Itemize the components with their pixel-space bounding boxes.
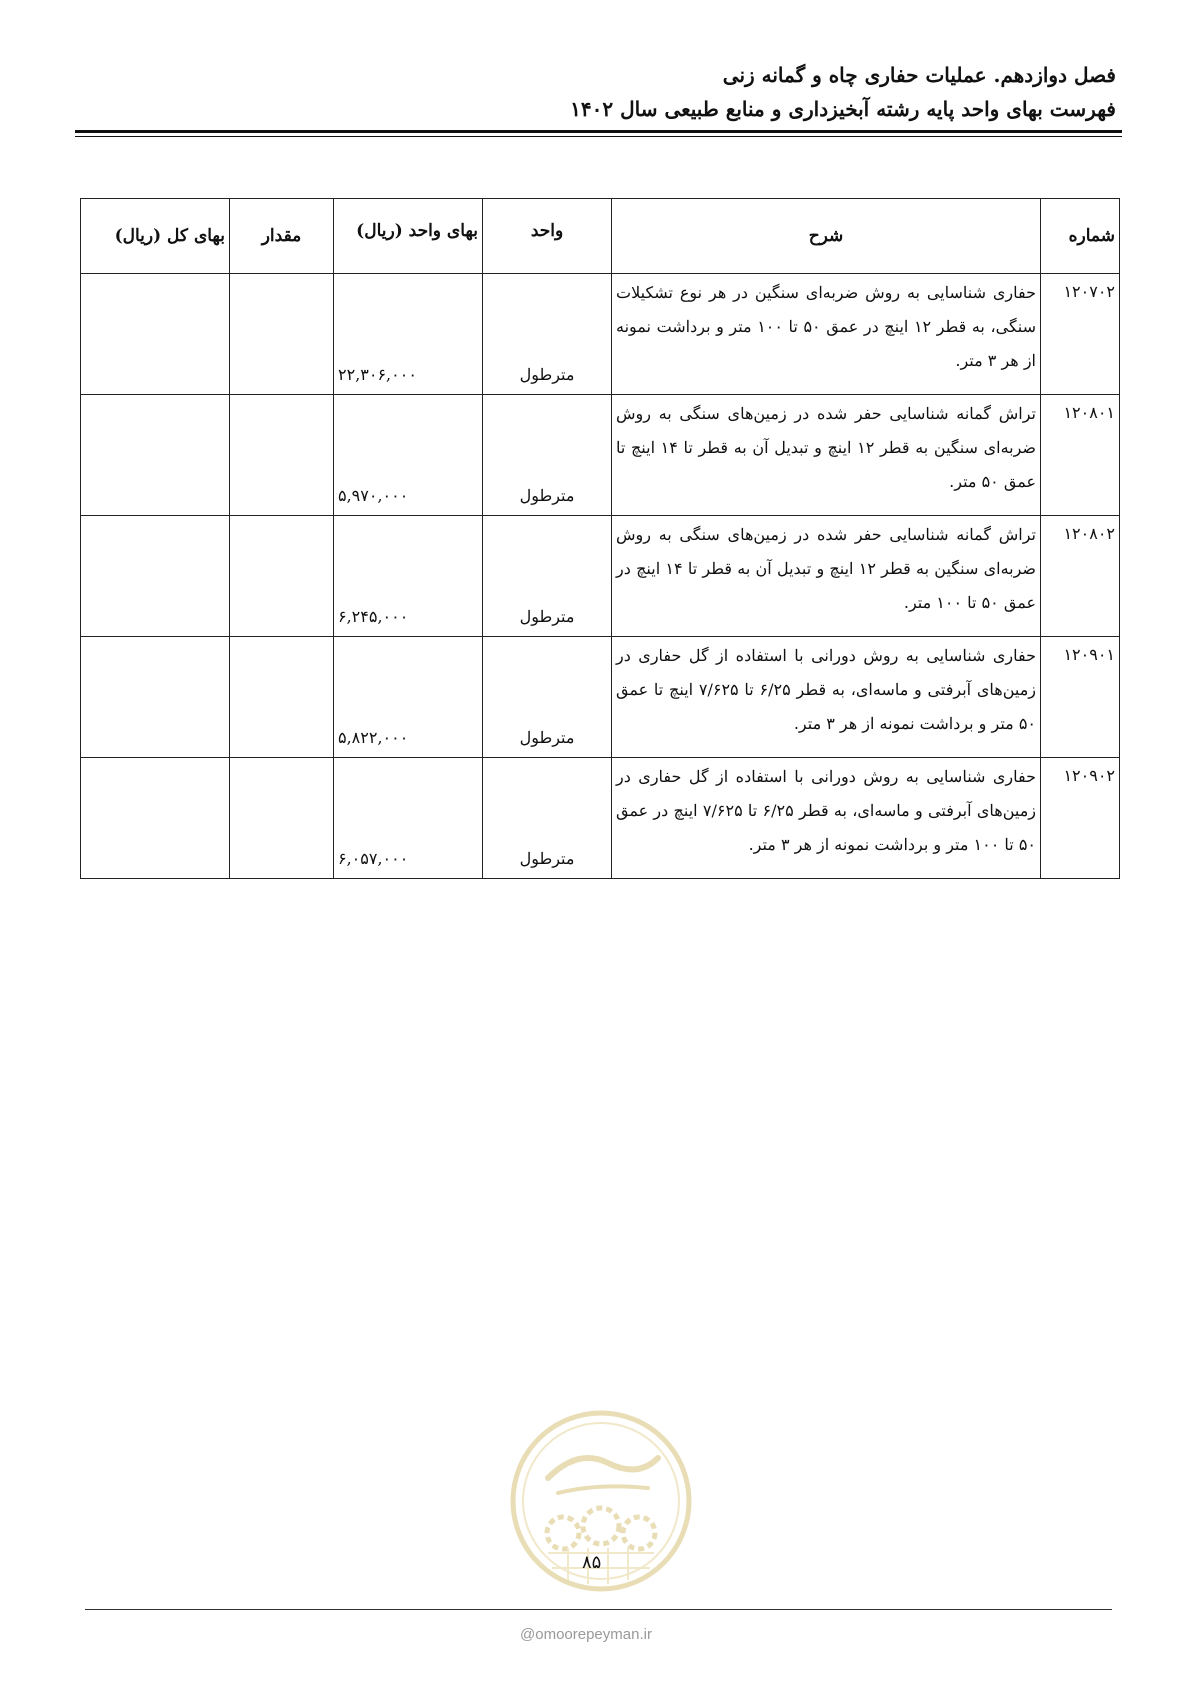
table-row xyxy=(81,516,1120,637)
row-number: ۱۲۰۷۰۲ xyxy=(1041,274,1120,395)
row-description: حفاری شناسایی به روش ضربه‌ای سنگین در هر نوع تشکیلات سنگی، به قطر ۱۲ اینچ در عمق ۵۰ تا ۱۰۰ متر و برداشت نمونه از هر ۳ متر. xyxy=(612,274,1041,395)
footer-rule xyxy=(85,1609,1112,1610)
row-total-price xyxy=(81,637,230,758)
row-unit-price: ۶,۲۴۵,۰۰۰ xyxy=(334,516,483,637)
row-description: تراش گمانه شناسایی حفر شده در زمین‌های سنگی به روش ضربه‌ای سنگین به قطر ۱۲ اینچ و تبدیل آن به قطر تا ۱۴ اینچ تا عمق ۵۰ متر. xyxy=(612,395,1041,516)
table-row xyxy=(81,758,1120,879)
row-number: ۱۲۰۹۰۲ xyxy=(1041,758,1120,879)
row-quantity xyxy=(230,395,334,516)
row-number: ۱۲۰۸۰۱ xyxy=(1041,395,1120,516)
table-header-row xyxy=(81,199,1120,274)
row-unit: مترطول xyxy=(483,758,612,879)
header-description: شرح xyxy=(612,199,1041,274)
row-unit: مترطول xyxy=(483,274,612,395)
row-unit-price: ۵,۹۷۰,۰۰۰ xyxy=(334,395,483,516)
row-quantity xyxy=(230,274,334,395)
header-total-price: بهای کل (ریال) xyxy=(81,199,230,274)
price-list-table xyxy=(80,198,1120,879)
row-unit: مترطول xyxy=(483,637,612,758)
row-unit: مترطول xyxy=(483,395,612,516)
table-row xyxy=(81,395,1120,516)
row-total-price xyxy=(81,516,230,637)
row-unit: مترطول xyxy=(483,516,612,637)
row-description: تراش گمانه شناسایی حفر شده در زمین‌های سنگی به روش ضربه‌ای سنگین به قطر ۱۲ اینچ و تبدیل آن به قطر تا ۱۴ اینچ در عمق ۵۰ تا ۱۰۰ متر. xyxy=(612,516,1041,637)
header-number: شماره xyxy=(1041,199,1120,274)
row-total-price xyxy=(81,758,230,879)
table-row xyxy=(81,637,1120,758)
table-row xyxy=(81,274,1120,395)
row-unit-price: ۶,۰۵۷,۰۰۰ xyxy=(334,758,483,879)
row-quantity xyxy=(230,516,334,637)
header-unit-price: بهای واحد (ریال) xyxy=(334,199,483,274)
page-header xyxy=(66,58,1116,126)
document-title: فهرست بهای واحد پایه رشته آبخیزداری و منابع طبیعی سال ۱۴۰۲ xyxy=(570,97,1116,121)
row-number: ۱۲۰۹۰۱ xyxy=(1041,637,1120,758)
header-quantity: مقدار xyxy=(230,199,334,274)
row-unit-price: ۲۲,۳۰۶,۰۰۰ xyxy=(334,274,483,395)
chapter-title: فصل دوازدهم. عملیات حفاری چاه و گمانه زنی xyxy=(722,63,1116,87)
row-description: حفاری شناسایی به روش دورانی با استفاده از گل حفاری در زمین‌های آبرفتی و ماسه‌ای، به قطر ۶/۲۵ تا ۷/۶۲۵ اینچ در عمق ۵۰ تا ۱۰۰ متر و برداشت نمونه از هر ۳ متر. xyxy=(612,758,1041,879)
header-rule-thick xyxy=(75,130,1122,133)
header-rule-thin xyxy=(75,136,1122,137)
header-unit: واحد xyxy=(483,199,612,274)
site-watermark-text: @omoorepeyman.ir xyxy=(520,1626,652,1643)
row-number: ۱۲۰۸۰۲ xyxy=(1041,516,1120,637)
page-number: ۸۵ xyxy=(582,1552,602,1573)
row-total-price xyxy=(81,274,230,395)
row-total-price xyxy=(81,395,230,516)
row-unit-price: ۵,۸۲۲,۰۰۰ xyxy=(334,637,483,758)
row-quantity xyxy=(230,758,334,879)
row-description: حفاری شناسایی به روش دورانی با استفاده از گل حفاری در زمین‌های آبرفتی و ماسه‌ای، به قطر ۶/۲۵ تا ۷/۶۲۵ اینچ تا عمق ۵۰ متر و برداشت نمونه از هر ۳ متر. xyxy=(612,637,1041,758)
row-quantity xyxy=(230,637,334,758)
